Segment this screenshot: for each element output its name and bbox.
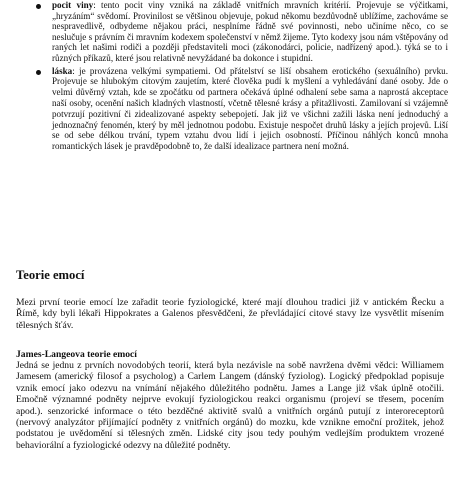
bullet-icon — [36, 4, 41, 9]
bullet-term: láska — [52, 65, 73, 76]
subsection-heading: James-Langeova teorie emocí — [16, 349, 137, 360]
bullet-paragraph — [52, 0, 448, 64]
intro-paragraph: Mezi první teorie emocí lze zařadit teorie fyziologické, které mají dlouhou tradici již v antickém Řecku a Římě, kdy byli lékaři Hippokrates a Galenos přesvědčeni, že převládající citové stavy lze vysvětlit mísením tělesných šťáv. — [16, 297, 444, 331]
bullet-text: : tento pocit viny vzniká na základě vnitřních mravních kritérií. Projevuje se výčitkami, „hryzáním“ svědomí. Provinilost se většinou objevuje, pokud někomu bezdůvodně ublížíme, zachováme se nespravedlivě, odbydeme nějakou práci, nesplníme řádně své povinnosti, nebo učiníme něco, co se neslučuje s právním či mravním kodexem společenství v němž žijeme. Tyto kodexy jsou nám vštěpovány od raných let našimi rodiči a později představiteli moci (zákonodárci, policie, nadřízený apod.). týká se to i různých příkazů, které jsou relativně nevyžádané ba dokonce i stupidní. — [52, 0, 448, 63]
bullet-icon — [36, 70, 41, 75]
bullet-paragraph — [52, 66, 448, 152]
section-heading: Teorie emocí — [16, 268, 85, 282]
body-paragraph: Jedná se jednu z prvních novodobých teorií, která byla nezávisle na sobě navržena dvěmi vědci: Williamem Jamesem (americký filosof a psycholog) a Carlem Langem (dánský fyziolog). Logický předpoklad popisuje vznik emocí jako odezvu na vnímání nějakého důležitého podnětu. James a Lange již však úplně otočili. Emočně významné podněty nejprve evokují fyziologickou reakci organismu (projeví se třesem, pocením apod.). senzorické informace o této bezděčné aktivitě svalů a vnitřních orgánů putují z interoreceptorů (nervový analyzátor přijímající podněty z vnitřních orgánů) do mozku, kde vznikne emoční prožitek, jehož podstatou je uvědomění si tělesných změn. Lidské city jsou tedy pouhým vedlejším produktem vrozené behaviorální a fyziologické odezvy na důležité podněty. — [16, 360, 444, 451]
bullet-term: pocit viny — [52, 0, 94, 10]
bullet-text: : je provázena velkými sympatiemi. Od přátelství se liší obsahem erotického (sexuálního) prvku. Projevuje se hlubokým citovým zaujetím, které člověka pudí k myšlení a vyhledávání dané osoby. Jde o velmi důvěrný vztah, kde se zpočátku od partnera očekává úplné odhalení sebe sama a naprostá akceptace naší osoby, ocenění našich kladných vlastností, včetně tělesné krásy a přitažlivosti. Zamilovaní si vzájemně potvrzují pozitivní či zidealizované aspekty sebepojetí. Jak již ve všichni zažili láska není jednoduchý a jednoznačný fenomén, který by měl jednotnou podobu. Existuje nespočet druhů lásky a jejích projevů. Liší se od sebe délkou trvání, typem vztahu dvou lidí i jejich osobností. Příčinou náhlých konců mnoha romantických lásek je pravděpodobně to, že další idealizace partnera není možná. — [52, 65, 448, 152]
bullet-list — [16, 0, 448, 152]
list-item-pocit-viny — [16, 0, 448, 64]
list-item-laska — [16, 66, 448, 152]
